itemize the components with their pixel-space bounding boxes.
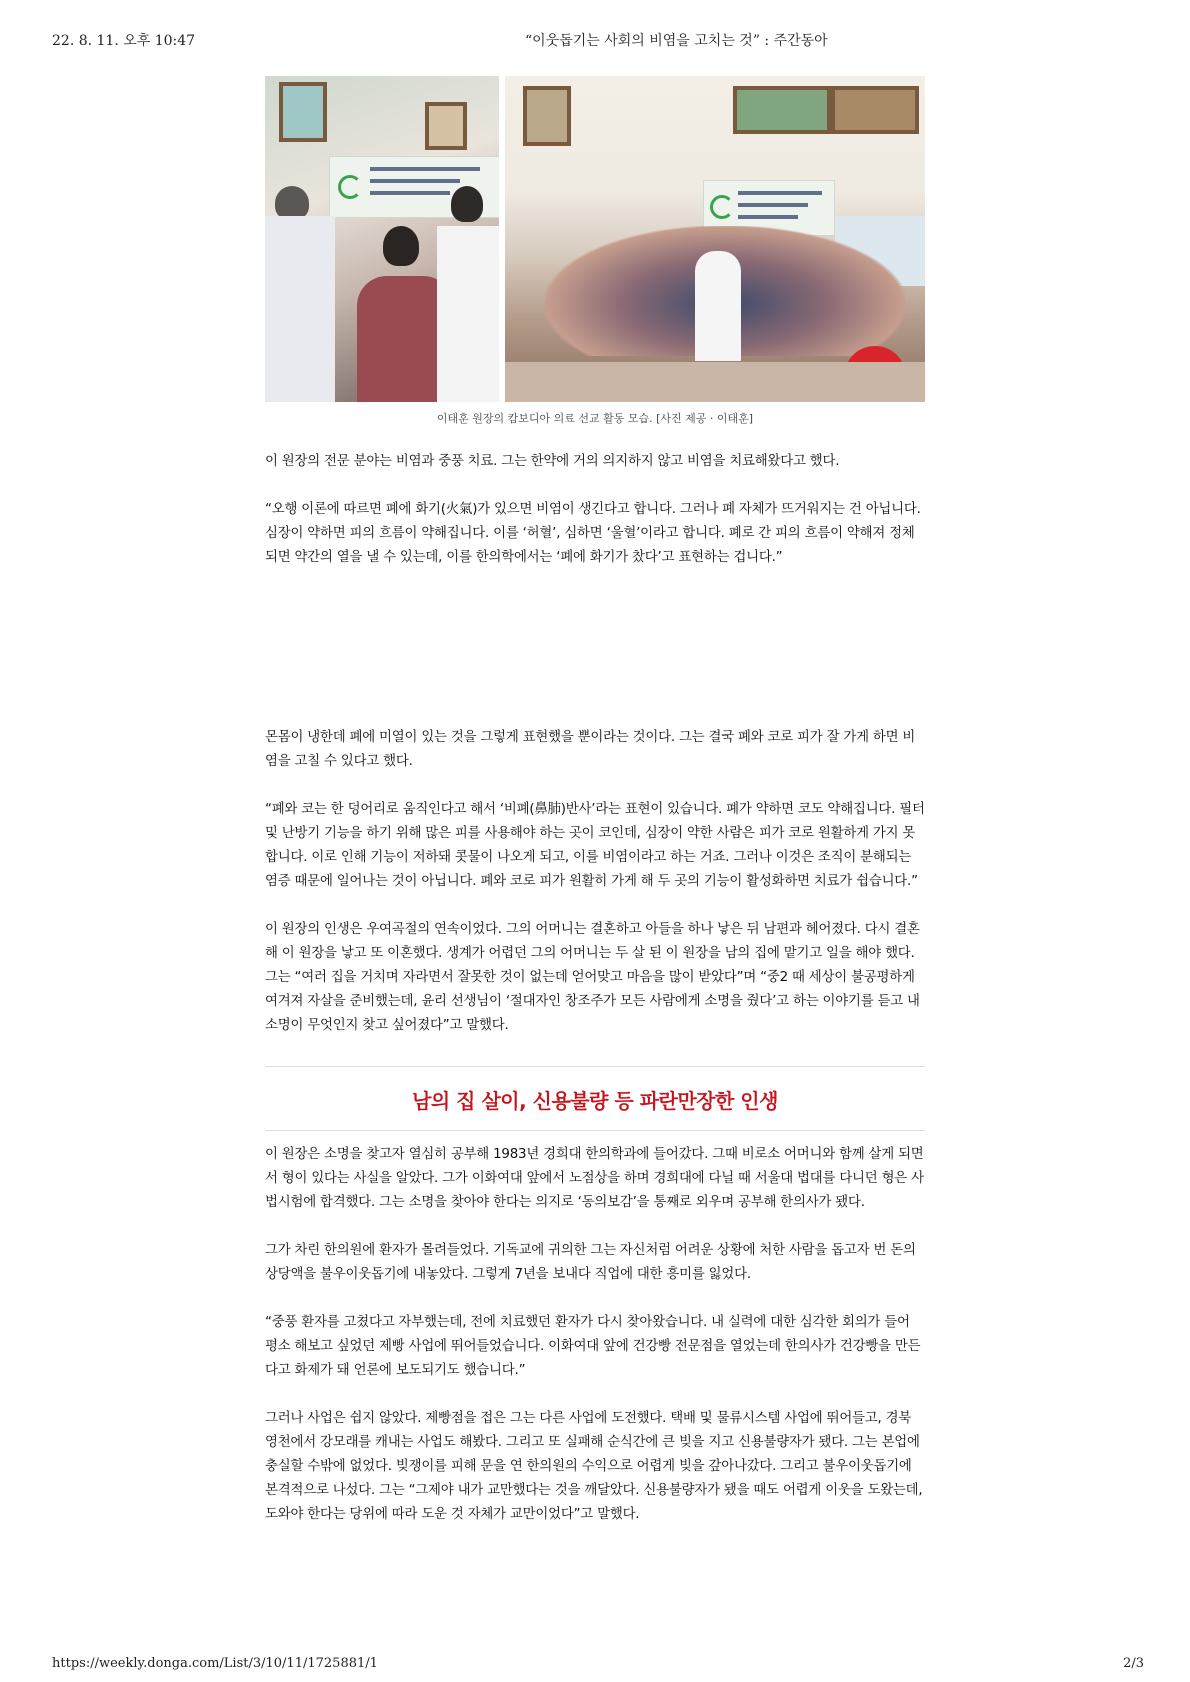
photo-group-volunteers bbox=[505, 76, 925, 402]
assistant-shirt bbox=[437, 226, 499, 402]
doctor-coat bbox=[265, 216, 335, 402]
doctor-head bbox=[275, 186, 309, 220]
article-paragraph: 그가 차린 한의원에 환자가 몰려들었다. 기독교에 귀의한 그는 자신처럼 어려운 상황에 처한 사람을 돕고자 번 돈의 상당액을 불우이웃돕기에 내놓았다. 그렇게 7년을 보내다 직업에 대한 흥미를 잃었다. bbox=[265, 1243, 916, 1282]
floor bbox=[505, 362, 925, 402]
wall-picture-frame bbox=[425, 102, 467, 150]
article-paragraph: 몬몸이 냉한데 폐에 미열이 있는 것을 그렇게 표현했을 뿐이라는 것이다. 그는 결국 폐와 코로 피가 잘 가게 하면 비염을 고칠 수 있다고 했다. bbox=[265, 730, 916, 769]
article-paragraph: “중풍 환자를 고쳤다고 자부했는데, 전에 치료했던 환자가 다시 찾아왔습니다. 내 실력에 대한 심각한 회의가 들어 평소 해보고 싶었던 제빵 사업에 뛰어들었습니다. 이화여대 앞에 건강빵 전문점을 열었는데 한의사가 건강빵을 만든다고 화제가 돼 언론에 보도되기도 했습니다.” bbox=[265, 1315, 921, 1378]
article-body bbox=[265, 76, 925, 1527]
article-paragraph: 이 원장의 인생은 우여곡절의 연속이었다. 그의 어머니는 결혼하고 아들을 하나 낳은 뒤 남편과 헤어졌다. 다시 결혼해 이 원장을 낳고 또 이혼했다. 생계가 어렵던 그의 어머니는 두 살 된 이 원장을 남의 집에 맡기고 일을 해야 했다. 그는 “여러 집을 거치며 자라면서 잘못한 것이 없는데 얻어맞고 마음을 많이 받았다”며 “중2 때 세상이 불공평하게 여겨져 자살을 준비했는데, 윤리 선생님이 ‘절대자인 창조주가 모든 사람에게 소명을 줬다’고 하는 이야기를 듣고 내 소명이 무엇인지 찾고 싶어졌다”고 말했다. bbox=[265, 922, 920, 1033]
photo-medical-treatment bbox=[265, 76, 499, 402]
patient-head bbox=[383, 226, 419, 266]
print-header bbox=[0, 24, 1190, 48]
print-url: https://weekly.donga.com/List/3/10/11/1725881/1 bbox=[52, 1656, 378, 1671]
article-photo bbox=[265, 76, 925, 402]
section-subheading: 남의 집 살이, 신용불량 등 파란만장한 인생 bbox=[412, 1089, 778, 1113]
article-paragraph: “오행 이론에 따르면 폐에 화기(火氣)가 있으면 비염이 생긴다고 합니다. 그러나 폐 자체가 뜨거워지는 건 아닙니다. 심장이 약하면 피의 흐름이 약해집니다. 이를 ‘허혈’, 심하면 ‘울혈’이라고 합니다. 폐로 간 피의 흐름이 약해져 정체되면 약간의 열을 낼 수 있는데, 이를 한의학에서는 ‘폐에 화기가 찼다’고 표현하는 겁니다.” bbox=[265, 502, 921, 565]
print-datetime: 22. 8. 11. 오후 10:47 bbox=[52, 33, 196, 49]
print-page-number: 2/3 bbox=[1123, 1656, 1144, 1671]
article-paragraph: 이 원장은 소명을 찾고자 열심히 공부해 1983년 경희대 한의학과에 들어갔다. 그때 비로소 어머니와 함께 살게 되면서 형이 있다는 사실을 알았다. 그가 이화여대 앞에서 노점상을 하며 경희대에 다닐 때 서울대 법대를 다니던 형은 사법시험에 합격했다. 그는 소명을 찾아야 한다는 의지로 ‘동의보감’을 통째로 외우며 공부해 한의사가 됐다. bbox=[265, 1147, 924, 1210]
wall-painting-frame bbox=[733, 86, 831, 134]
article-paragraph: 이 원장의 전문 분야는 비염과 중풍 치료. 그는 한약에 거의 의지하지 않고 비염을 치료해왔다고 했다. bbox=[265, 454, 840, 469]
wall-painting-frame bbox=[831, 86, 919, 134]
assistant-head bbox=[451, 186, 483, 222]
article-paragraph: “폐와 코는 한 덩어리로 움직인다고 해서 ‘비폐(鼻肺)반사’라는 표현이 있습니다. 폐가 약하면 코도 약해집니다. 필터 및 난방기 기능을 하기 위해 많은 피를 사용해야 하는 곳이 코인데, 심장이 약한 사람은 피가 코로 원활하게 가지 못합니다. 이로 인해 기능이 저하돼 콧물이 나오게 되고, 이를 비염이라고 하는 거죠. 그러나 이것은 조직이 분해되는 염증 때문에 일어나는 것이 아닙니다. 폐와 코로 피가 원활히 가게 해 두 곳의 기능이 활성화하면 치료가 쉽습니다.” bbox=[265, 802, 925, 889]
white-shirt-person bbox=[695, 251, 741, 361]
article-paragraph: 그러나 사업은 쉽지 않았다. 제빵점을 접은 그는 다른 사업에 도전했다. 택배 및 물류시스템 사업에 뛰어들고, 경북 영천에서 강모래를 캐내는 사업도 해봤다. 그리고 또 실패해 순식간에 큰 빚을 지고 신용불량자가 됐다. 그는 본업에 충실할 수밖에 없었다. 빚쟁이를 피해 문을 연 한의원의 수익으로 어렵게 빚을 갚아나갔다. 그리고 불우이웃돕기에 본격적으로 나섰다. 그는 “그제야 내가 교만했다는 것을 깨달았다. 신용불량자가 됐을 때도 어렵게 이웃을 도왔는데, 도와야 한다는 당위에 따라 도운 것 자체가 교만이었다”고 말했다. bbox=[265, 1411, 923, 1522]
print-page-title: “이웃돕기는 사회의 비염을 고치는 것” : 주간동아 bbox=[525, 33, 828, 49]
wall-picture-frame bbox=[523, 86, 571, 146]
print-footer bbox=[0, 1656, 1190, 1676]
wall-picture-frame bbox=[279, 82, 327, 142]
photo-caption: 이태훈 원장의 캄보디아 의료 선교 활동 모습. [사진 제공 · 이태훈] bbox=[436, 412, 754, 425]
ad-blank-space bbox=[265, 570, 925, 726]
